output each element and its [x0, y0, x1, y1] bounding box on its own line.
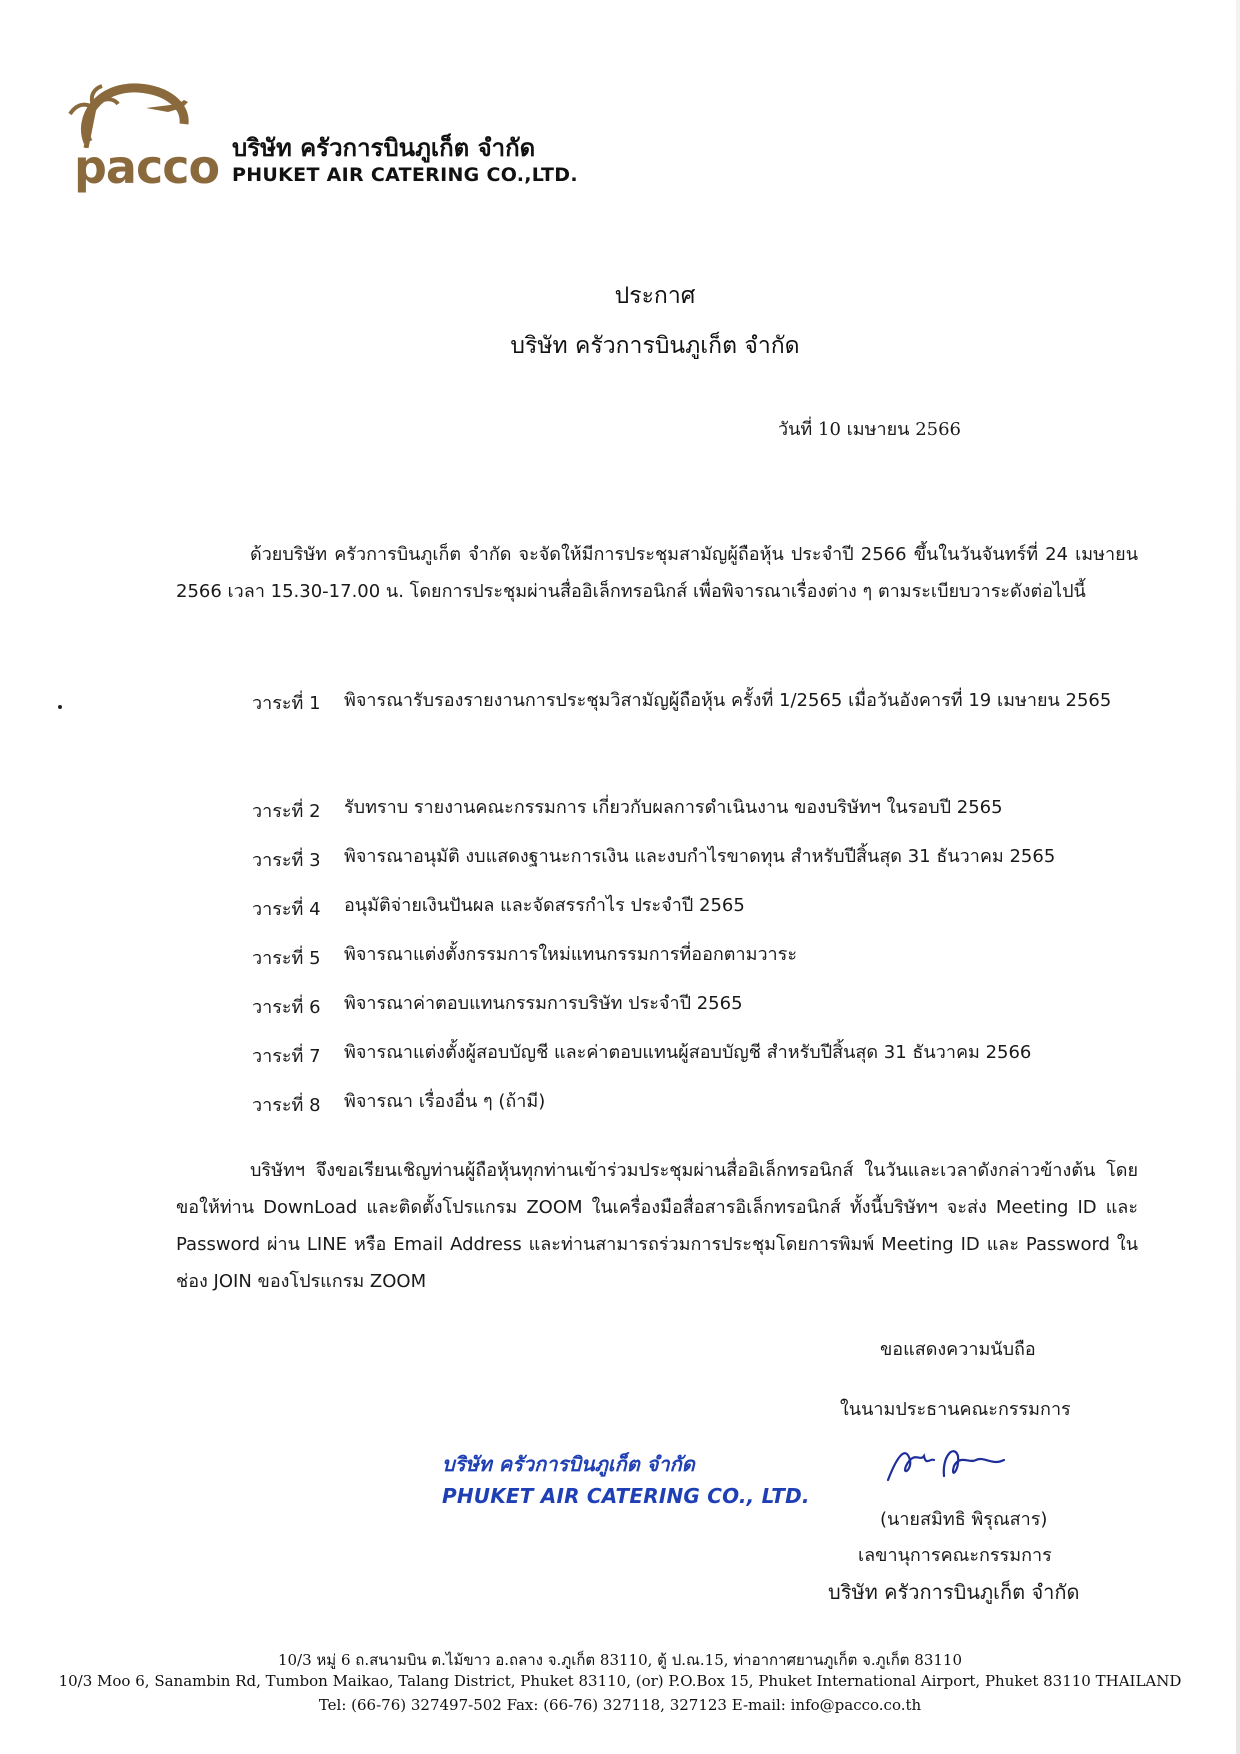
agenda-text: อนุมัติจ่ายเงินปันผล และจัดสรรกำไร ประจำปี 2565: [344, 895, 745, 916]
agenda-text: รับทราบ รายงานคณะกรรมการ เกี่ยวกับผลการดำเนินงาน ของบริษัทฯ ในรอบปี 2565: [344, 797, 1003, 818]
announcement-date: วันที่ 10 เมษายน 2566: [778, 419, 961, 440]
agenda-label: วาระที่ 7: [252, 1046, 321, 1067]
agenda-label: วาระที่ 3: [252, 850, 321, 871]
closing-on-behalf: ในนามประธานคณะกรรมการ: [840, 1399, 1071, 1420]
stamp-english: PHUKET AIR CATERING CO., LTD.: [442, 1484, 810, 1508]
agenda-label: วาระที่ 5: [252, 948, 321, 969]
agenda-label: วาระที่ 8: [252, 1095, 321, 1116]
agenda-label: วาระที่ 6: [252, 997, 321, 1018]
footer-contact: Tel: (66-76) 327497-502 Fax: (66-76) 327118, 327123 E-mail: info@pacco.co.th: [318, 1696, 922, 1714]
agenda-item-1: [252, 688, 1152, 726]
agenda-text: พิจารณาแต่งตั้งผู้สอบบัญชี และค่าตอบแทนผู้สอบบัญชี สำหรับปีสิ้นสุด 31 ธันวาคม 2566: [344, 1042, 1032, 1063]
agenda-text: พิจารณาค่าตอบแทนกรรมการบริษัท ประจำปี 2565: [344, 993, 743, 1014]
invitation-paragraph: บริษัทฯ จึงขอเรียนเชิญท่านผู้ถือหุ้นทุกท่านเข้าร่วมประชุมผ่านสื่ออิเล็กทรอนิกส์ ในวันและเวลาดังกล่าวข้างต้น โดยขอให้ท่าน DownLoad และติดตั้งโปรแกรม ZOOM ในเครื่องมือสื่อสารอิเล็กทรอนิกส์ ทั้งนี้บริษัทฯ จะส่ง Meeting ID และ Password ผ่าน LINE หรือ Email Address และท่านสามารถร่วมการประชุมโดยการพิมพ์ Meeting ID และ Password ในช่อง JOIN ของโปรแกรม ZOOM: [176, 1160, 1138, 1292]
agenda-item-8: [252, 1090, 1152, 1119]
agenda-text: พิจารณาแต่งตั้งกรรมการใหม่แทนกรรมการที่ออกตามวาระ: [344, 944, 797, 965]
palm-plane-icon: [68, 78, 218, 148]
agenda-item-3: [252, 845, 1152, 874]
agenda-item-2: [252, 796, 1152, 825]
agenda-text: พิจารณาอนุมัติ งบแสดงฐานะการเงิน และงบกำไรขาดทุน สำหรับปีสิ้นสุด 31 ธันวาคม 2565: [344, 846, 1056, 867]
company-name-thai: บริษัท ครัวการบินภูเก็ต จำกัด: [232, 134, 536, 162]
logo-wordmark: pacco: [74, 140, 220, 194]
closing-regards: ขอแสดงความนับถือ: [880, 1339, 1036, 1360]
agenda-item-6: [252, 992, 1152, 1021]
handwritten-signature: [880, 1436, 1020, 1492]
signer-company: บริษัท ครัวการบินภูเก็ต จำกัด: [828, 1580, 1080, 1604]
intro-paragraph: ด้วยบริษัท ครัวการบินภูเก็ต จำกัด จะจัดให้มีการประชุมสามัญผู้ถือหุ้น ประจำปี 2566 ขึ้นในวันจันทร์ที่ 24 เมษายน 2566 เวลา 15.30-17.00 น. โดยการประชุมผ่านสื่ออิเล็กทรอนิกส์ เพื่อพิจารณาเรื่องต่าง ๆ ตามระเบียบวาระดังต่อไปนี้: [176, 544, 1138, 602]
company-logo: [68, 78, 220, 194]
scan-speck: [58, 705, 62, 709]
company-name-english: PHUKET AIR CATERING CO.,LTD.: [232, 164, 578, 186]
agenda-item-7: [252, 1041, 1152, 1070]
company-stamp: [442, 1448, 810, 1508]
footer-address-thai: 10/3 หมู่ 6 ถ.สนามบิน ต.ไม้ขาว อ.ถลาง จ.ภูเก็ต 83110, ตู้ ป.ณ.15, ท่าอากาศยานภูเก็ต จ.ภูเก็ต 83110: [277, 1651, 963, 1669]
footer-address-english: 10/3 Moo 6, Sanambin Rd, Tumbon Maikao, Talang District, Phuket 83110, (or) P.O.Box 15, Phuket International Airport, Phuket 83110 THAILAND: [58, 1672, 1182, 1690]
agenda-item-4: [252, 894, 1152, 923]
agenda-label: วาระที่ 1: [252, 693, 321, 714]
agenda-label: วาระที่ 4: [252, 899, 321, 920]
scan-edge: [1236, 0, 1240, 1754]
signer-name: (นายสมิทธิ พิรุณสาร): [880, 1509, 1048, 1530]
agenda-item-5: [252, 943, 1152, 972]
agenda-text: พิจารณา เรื่องอื่น ๆ (ถ้ามี): [344, 1091, 546, 1112]
agenda-text: พิจารณารับรองรายงานการประชุมวิสามัญผู้ถือหุ้น ครั้งที่ 1/2565 เมื่อวันอังคารที่ 19 เมษายน 2565: [344, 690, 1112, 711]
stamp-thai: บริษัท ครัวการบินภูเก็ต จำกัด: [442, 1452, 695, 1476]
announcement-company: บริษัท ครัวการบินภูเก็ต จำกัด: [510, 333, 800, 359]
agenda-label: วาระที่ 2: [252, 801, 321, 822]
announcement-title: ประกาศ: [614, 283, 696, 309]
signer-title: เลขานุการคณะกรรมการ: [858, 1545, 1052, 1566]
